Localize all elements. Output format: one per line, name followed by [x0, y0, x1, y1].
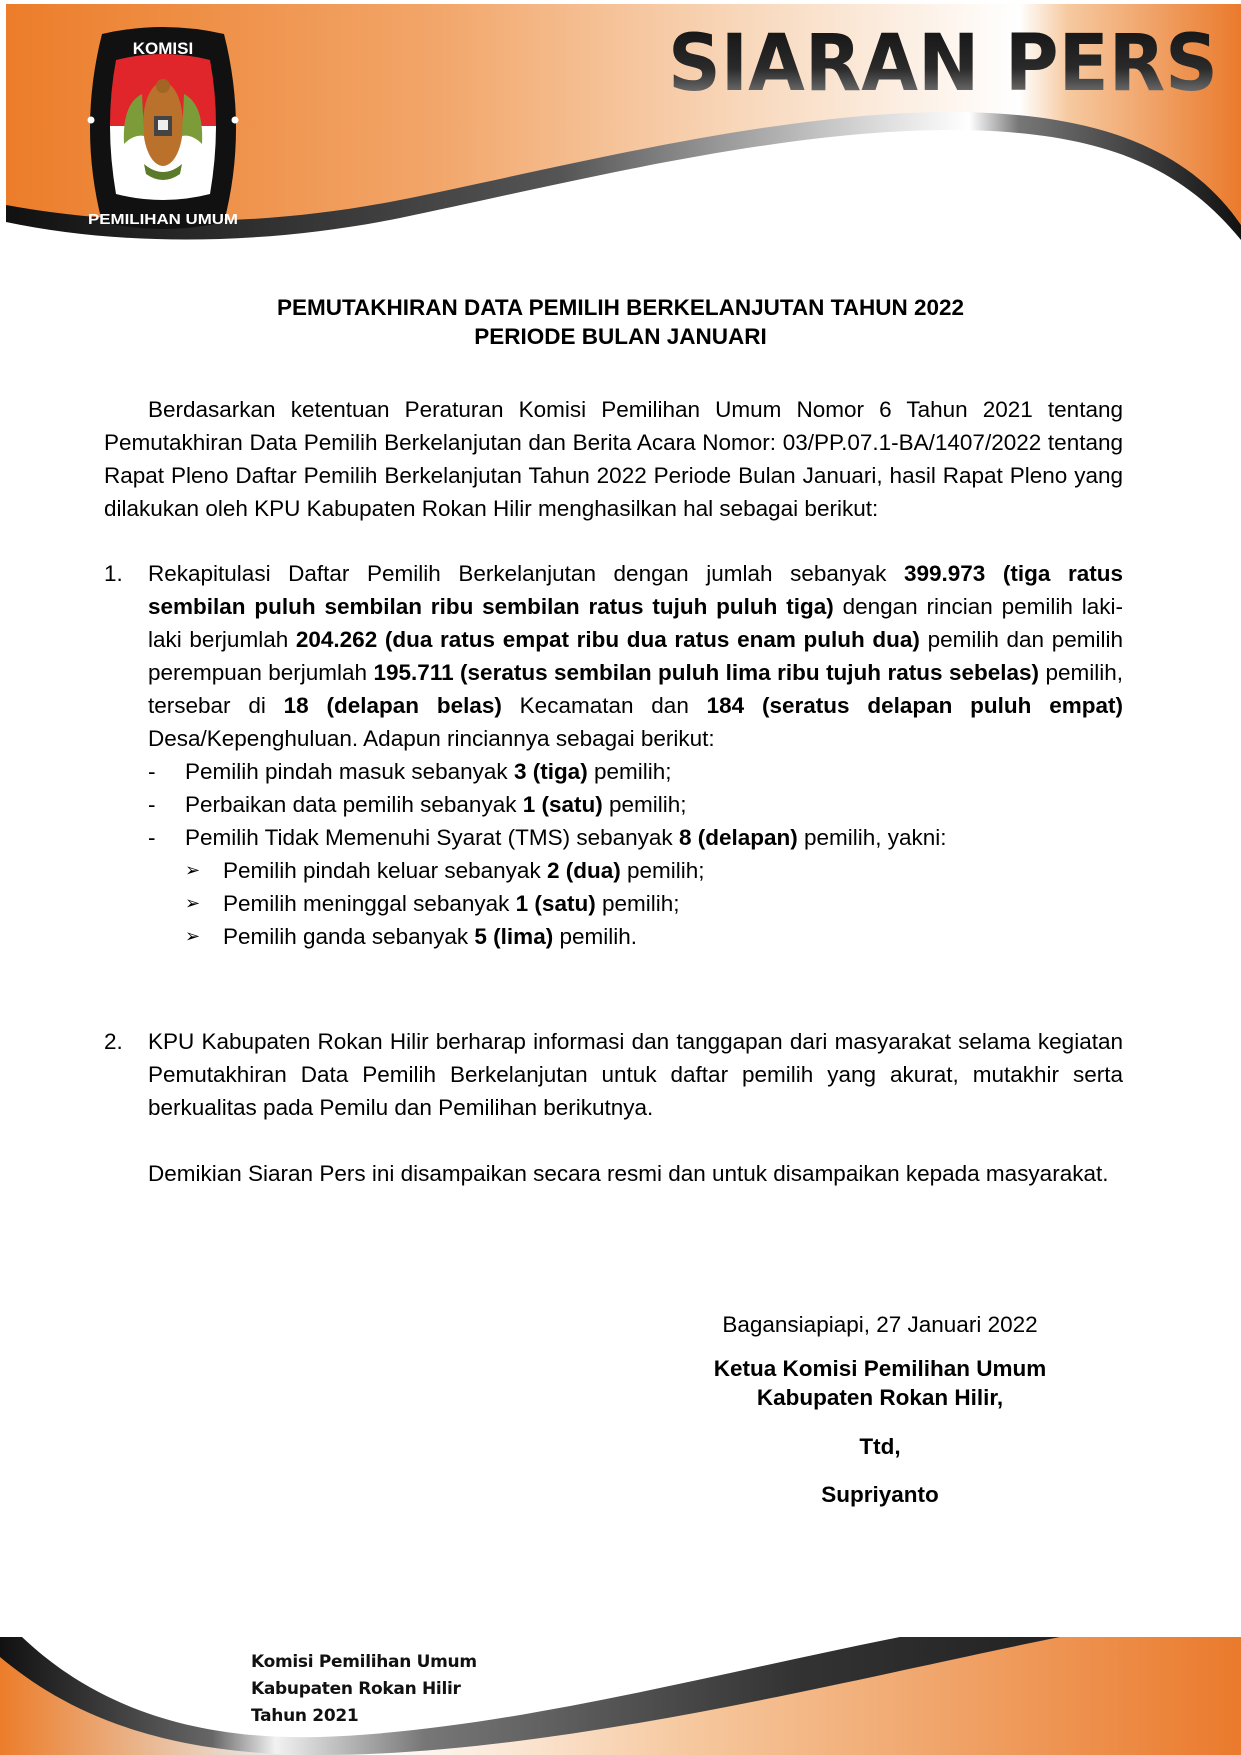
footer-line-2: Kabupaten Rokan Hilir	[251, 1679, 461, 1699]
signatory-name: Supriyanto	[821, 1482, 939, 1507]
list-item-2	[104, 1025, 1123, 1124]
tms-detail-item: ➢ Pemilih pindah keluar sebanyak 2 (dua) pemilih;	[185, 854, 1123, 887]
title-line-1: PEMUTAKHIRAN DATA PEMILIH BERKELANJUTAN TAHUN 2022	[276, 295, 965, 320]
logo-bottom-text: PEMILIHAN UMUM	[88, 211, 238, 228]
footer-banner	[0, 1637, 1241, 1755]
detail-item: - Pemilih Tidak Memenuhi Syarat (TMS) sebanyak 8 (delapan) pemilih, yakni:	[148, 821, 1123, 854]
male-voters: 204.262 (dua ratus empat ribu dua ratus enam puluh dua)	[295, 627, 920, 652]
siaran-pers-title	[668, 26, 1224, 98]
logo-top-text: KOMISI	[132, 39, 194, 58]
footer-line-3: Tahun 2021	[251, 1706, 359, 1726]
signature-block	[640, 1308, 1120, 1509]
arrow-bullet-icon: ➢	[185, 893, 201, 913]
signed-mark: Ttd,	[859, 1434, 901, 1459]
footer-background	[0, 1637, 1241, 1755]
footer-line-1: Komisi Pemilihan Umum	[251, 1652, 477, 1672]
dash-bullet: -	[148, 825, 156, 850]
female-voters: 195.711 (seratus sembilan puluh lima ribu tujuh ratus sebelas)	[373, 660, 1039, 685]
intro-paragraph: Berdasarkan ketentuan Peraturan Komisi Pemilihan Umum Nomor 6 Tahun 2021 tentang Pemutakhiran Data Pemilih Berkelanjutan dan Berita Acara Nomor: 03/PP.07.1-BA/1407/2022 tentang Rapat Pleno Daftar Pemilih Berkelanjutan Tahun 2022 Periode Bulan Januari, hasil Rapat Pleno yang dilakukan oleh KPU Kabupaten Rokan Hilir menghasilkan hal sebagai berikut:	[104, 397, 1123, 521]
village-count: 184 (seratus delapan puluh empat)	[706, 693, 1123, 718]
place-date: Bagansiapiapi, 27 Januari 2022	[722, 1312, 1038, 1337]
list-item-1	[104, 557, 1123, 755]
kpu-logo	[72, 24, 254, 234]
dash-bullet: -	[148, 792, 156, 817]
header-banner	[0, 0, 1241, 265]
arrow-bullet-icon: ➢	[185, 860, 201, 880]
item-number: 1.	[104, 561, 123, 586]
item-2-text: KPU Kabupaten Rokan Hilir berharap informasi dan tanggapan dari masyarakat selama kegiatan Pemutakhiran Data Pemilih Berkelanjutan untuk daftar pemilih yang akurat, mutakhir serta berkualitas pada Pemilu dan Pemilihan berikutnya.	[148, 1029, 1123, 1120]
total-voters: 399.973 (tiga ratus sembilan puluh sembilan ribu sembilan ratus tujuh puluh tiga)	[148, 561, 1123, 619]
document-title	[0, 293, 1241, 351]
arrow-bullet-icon: ➢	[185, 926, 201, 946]
item-1-text: Rekapitulasi Daftar Pemilih Berkelanjutan dengan jumlah sebanyak 399.973 (tiga ratus sembilan puluh sembilan ribu sembilan ratus tujuh puluh tiga) dengan rincian pemilih laki-laki berjumlah 204.262 (dua ratus empat ribu dua ratus enam puluh dua) pemilih dan pemilih perempuan berjumlah 195.711 (seratus sembilan puluh lima ribu tujuh ratus sebelas) pemilih, tersebar di 18 (delapan belas) Kecamatan dan 184 (seratus delapan puluh empat) Desa/Kepenghuluan. Adapun rinciannya sebagai berikut:	[148, 561, 1123, 751]
banner-title-text: SIARAN PERS	[668, 26, 1218, 98]
dash-bullet: -	[148, 759, 156, 784]
signatory-role: Ketua Komisi Pemilihan Umum Kabupaten Rokan Hilir,	[713, 1356, 1047, 1410]
tms-detail-item: ➢ Pemilih ganda sebanyak 5 (lima) pemilih.	[185, 920, 1123, 953]
footer-text	[251, 1649, 477, 1730]
district-count: 18 (delapan belas)	[283, 693, 502, 718]
title-line-2: PERIODE BULAN JANUARI	[474, 324, 767, 349]
tms-detail-item: ➢ Pemilih meninggal sebanyak 1 (satu) pemilih;	[185, 887, 1123, 920]
detail-item: - Perbaikan data pemilih sebanyak 1 (satu) pemilih;	[148, 788, 1123, 821]
numbered-list	[104, 557, 1123, 953]
detail-item: - Pemilih pindah masuk sebanyak 3 (tiga) pemilih;	[148, 755, 1123, 788]
closing-paragraph: Demikian Siaran Pers ini disampaikan secara resmi dan untuk disampaikan kepada masyarakat.	[148, 1161, 1109, 1186]
numbered-list-2	[104, 1025, 1123, 1124]
item-number: 2.	[104, 1029, 123, 1054]
